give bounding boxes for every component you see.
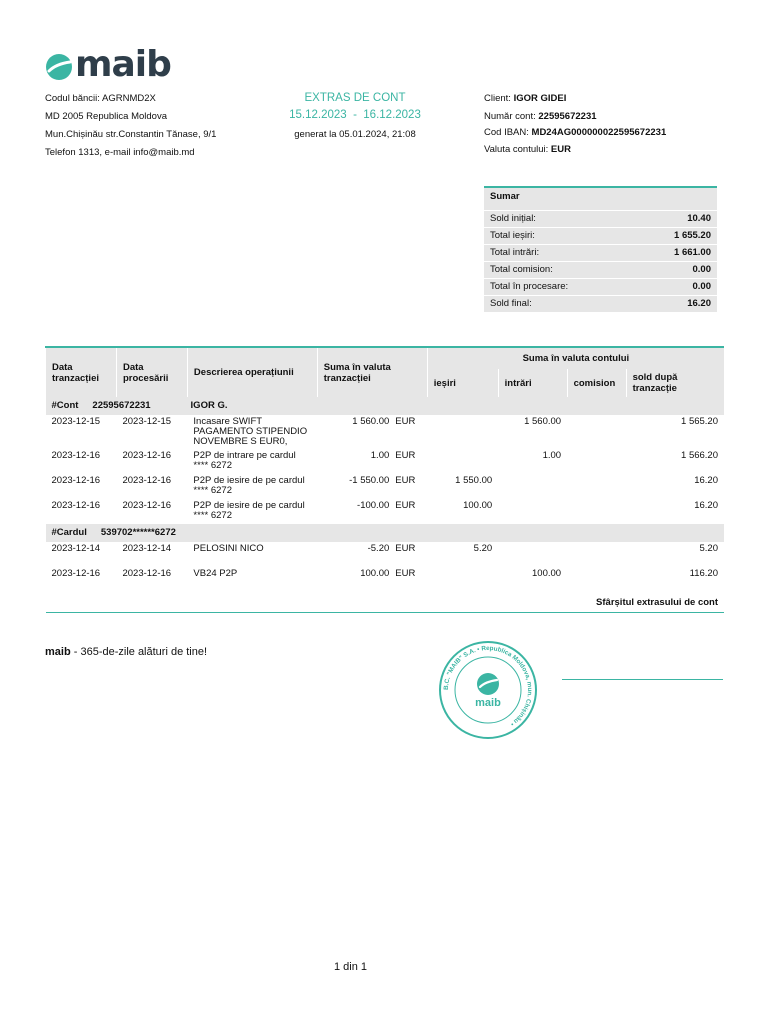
iban-label: Cod IBAN: [484,127,529,138]
amount-value: 1.00 [370,450,390,461]
cell-description: PELOSINI NICO [193,543,264,554]
account-number-value: 22595672231 [538,111,597,122]
summary-row-closing [484,296,717,312]
summary-label: Total comision: [490,264,553,275]
tagline [45,646,207,658]
cell-out [427,567,498,592]
group-type: #Cont [51,400,79,411]
iban-value: MD24AG000000022595672231 [531,127,667,138]
amount-value: -5.20 [367,543,390,554]
summary-box [484,186,717,312]
amount-currency: EUR [395,475,416,486]
bank-address-line1: MD 2005 Republica Moldova [45,111,167,122]
transactions-table [45,346,724,613]
summary-value: 0.00 [692,281,711,292]
summary-value: 10.40 [687,213,711,224]
cell-date-proc: 2023-12-16 [122,475,172,486]
account-currency-value: EUR [550,144,571,155]
cell-description: Incasare SWIFT PAGAMENTO STIPENDIO NOVEMBRE S EUR0, [193,416,308,447]
cell-description: P2P de iesire de pe cardul **** 6272 [193,500,305,521]
account-currency [484,144,571,156]
client-name [484,93,566,105]
amount-currency: EUR [395,543,416,554]
account-group-row [46,524,725,542]
account-group-label [46,524,725,542]
summary-value: 0.00 [692,264,711,275]
cell-date-proc: 2023-12-16 [122,568,172,579]
amount-value: 1 560.00 [352,416,390,427]
cell-fee [567,542,626,567]
account-group-label [46,397,725,415]
amount-value: -1 550.00 [349,475,390,486]
group-holder: IGOR G. [190,400,228,411]
cell-description: P2P de iesire de pe cardul **** 6272 [193,475,305,496]
account-number-label: Număr cont: [484,111,536,122]
cell-in [498,474,567,499]
cell-in [498,499,567,524]
transaction-row [46,567,725,592]
amount-value: -100.00 [357,500,390,511]
summary-value: 1 661.00 [674,247,711,258]
cell-date-proc: 2023-12-14 [122,543,172,554]
stamp-ring-text: B.C. "MAIB" S.A. • Republica Moldova, mun. Chișinău • [442,644,534,728]
cell-date-tx: 2023-12-16 [51,450,101,461]
summary-row-processing [484,279,717,295]
cell-out [427,449,498,474]
account-number [484,111,597,123]
summary-label: Total în procesare: [490,281,569,292]
statement-title: EXTRAS DE CONT [304,92,406,104]
cell-fee [567,449,626,474]
transaction-row [46,415,725,449]
signature-line [562,679,723,680]
stamp-logo-icon [477,673,499,695]
summary-row-total-out [484,228,717,244]
amount-currency: EUR [395,416,416,427]
summary-row-opening [484,211,717,227]
amount-currency: EUR [395,500,416,511]
cell-balance: 116.20 [689,568,718,579]
cell-out: 5.20 [473,543,493,554]
summary-value: 1 655.20 [674,230,711,241]
cell-balance: 16.20 [694,500,718,511]
tagline-brand: maib [45,646,71,658]
amount-value: 100.00 [360,568,390,579]
summary-label: Total intrări: [490,247,540,258]
amount-currency: EUR [395,568,416,579]
bank-code-value: AGRNMD2X [102,93,156,104]
summary-row-total-fee [484,262,717,278]
bank-code-label: Codul băncii: [45,93,100,104]
cell-out: 1 550.00 [455,475,493,486]
stamp-center-text: maib [475,697,501,709]
bank-contact: Telefon 1313, e-mail info@maib.md [45,147,195,158]
summary-value: 16.20 [687,298,711,309]
cell-description: VB24 P2P [193,568,238,579]
account-group-row [46,397,725,415]
iban [484,127,666,139]
cell-in: 1 560.00 [524,416,562,427]
group-number: 539702******6272 [100,527,176,538]
cell-fee [567,499,626,524]
header-date-proc: Data procesării [116,347,187,397]
cell-balance: 16.20 [694,475,718,486]
summary-title: Sumar [484,186,717,210]
header-account-currency: Suma în valuta contului [427,347,724,369]
transaction-row [46,542,725,567]
cell-amount-tx [317,449,427,474]
cell-date-tx: 2023-12-15 [51,416,101,427]
bank-code [45,93,156,105]
tagline-text: - 365-de-zile alături de tine! [70,646,208,658]
client-name-value: IGOR GIDEI [513,93,567,104]
generated-date: generat la 05.01.2024, 21:08 [294,129,416,140]
cell-in: 1.00 [542,450,562,461]
account-currency-label: Valuta contului: [484,144,549,155]
header-balance: sold după tranzacție [626,369,724,397]
header-amount-tx: Suma în valuta tranzacției [317,347,427,397]
transaction-row [46,474,725,499]
bank-stamp [438,640,538,740]
header-out: ieșiri [427,369,498,397]
cell-out [427,415,498,449]
cell-fee [567,415,626,449]
cell-amount-tx [317,415,427,449]
page-number: 1 din 1 [334,961,368,973]
logo-wordmark: maib [75,44,171,85]
amount-currency: EUR [395,450,416,461]
summary-row-total-in [484,245,717,261]
cell-balance: 1 566.20 [681,450,718,461]
maib-logo-mark-icon [45,53,73,81]
cell-date-proc: 2023-12-16 [122,450,172,461]
header-description: Descrierea operațiunii [187,347,317,397]
cell-date-proc: 2023-12-16 [122,500,172,511]
end-of-statement: Sfârșitul extrasului de cont [46,592,725,613]
transactions-body [46,397,725,613]
cell-balance: 1 565.20 [681,416,718,427]
cell-out: 100.00 [463,500,493,511]
transaction-row [46,449,725,474]
cell-fee [567,474,626,499]
cell-in: 100.00 [532,568,562,579]
cell-in [498,542,567,567]
cell-amount-tx [317,542,427,567]
group-number: 22595672231 [92,400,151,411]
cell-date-tx: 2023-12-16 [51,475,101,486]
summary-label: Total ieșiri: [490,230,535,241]
header-fee: comision [567,369,626,397]
end-of-statement-row [46,592,725,613]
cell-description: P2P de intrare pe cardul **** 6272 [193,450,296,471]
cell-fee [567,567,626,592]
cell-date-tx: 2023-12-16 [51,568,101,579]
group-type: #Cardul [51,527,87,538]
cell-amount-tx [317,474,427,499]
statement-period: 15.12.2023 - 16.12.2023 [289,109,421,121]
client-label: Client: [484,93,511,104]
maib-logo [45,44,175,85]
cell-balance: 5.20 [699,543,718,554]
bank-address-line2: Mun.Chișinău str.Constantin Tănase, 9/1 [45,129,217,140]
summary-label: Sold inițial: [490,213,536,224]
cell-date-proc: 2023-12-15 [122,416,172,427]
summary-label: Sold final: [490,298,532,309]
cell-amount-tx [317,499,427,524]
header-date-tx: Data tranzacției [46,347,117,397]
cell-amount-tx [317,567,427,592]
transaction-row [46,499,725,524]
header-in: intrări [498,369,567,397]
cell-date-tx: 2023-12-16 [51,500,101,511]
cell-date-tx: 2023-12-14 [51,543,101,554]
